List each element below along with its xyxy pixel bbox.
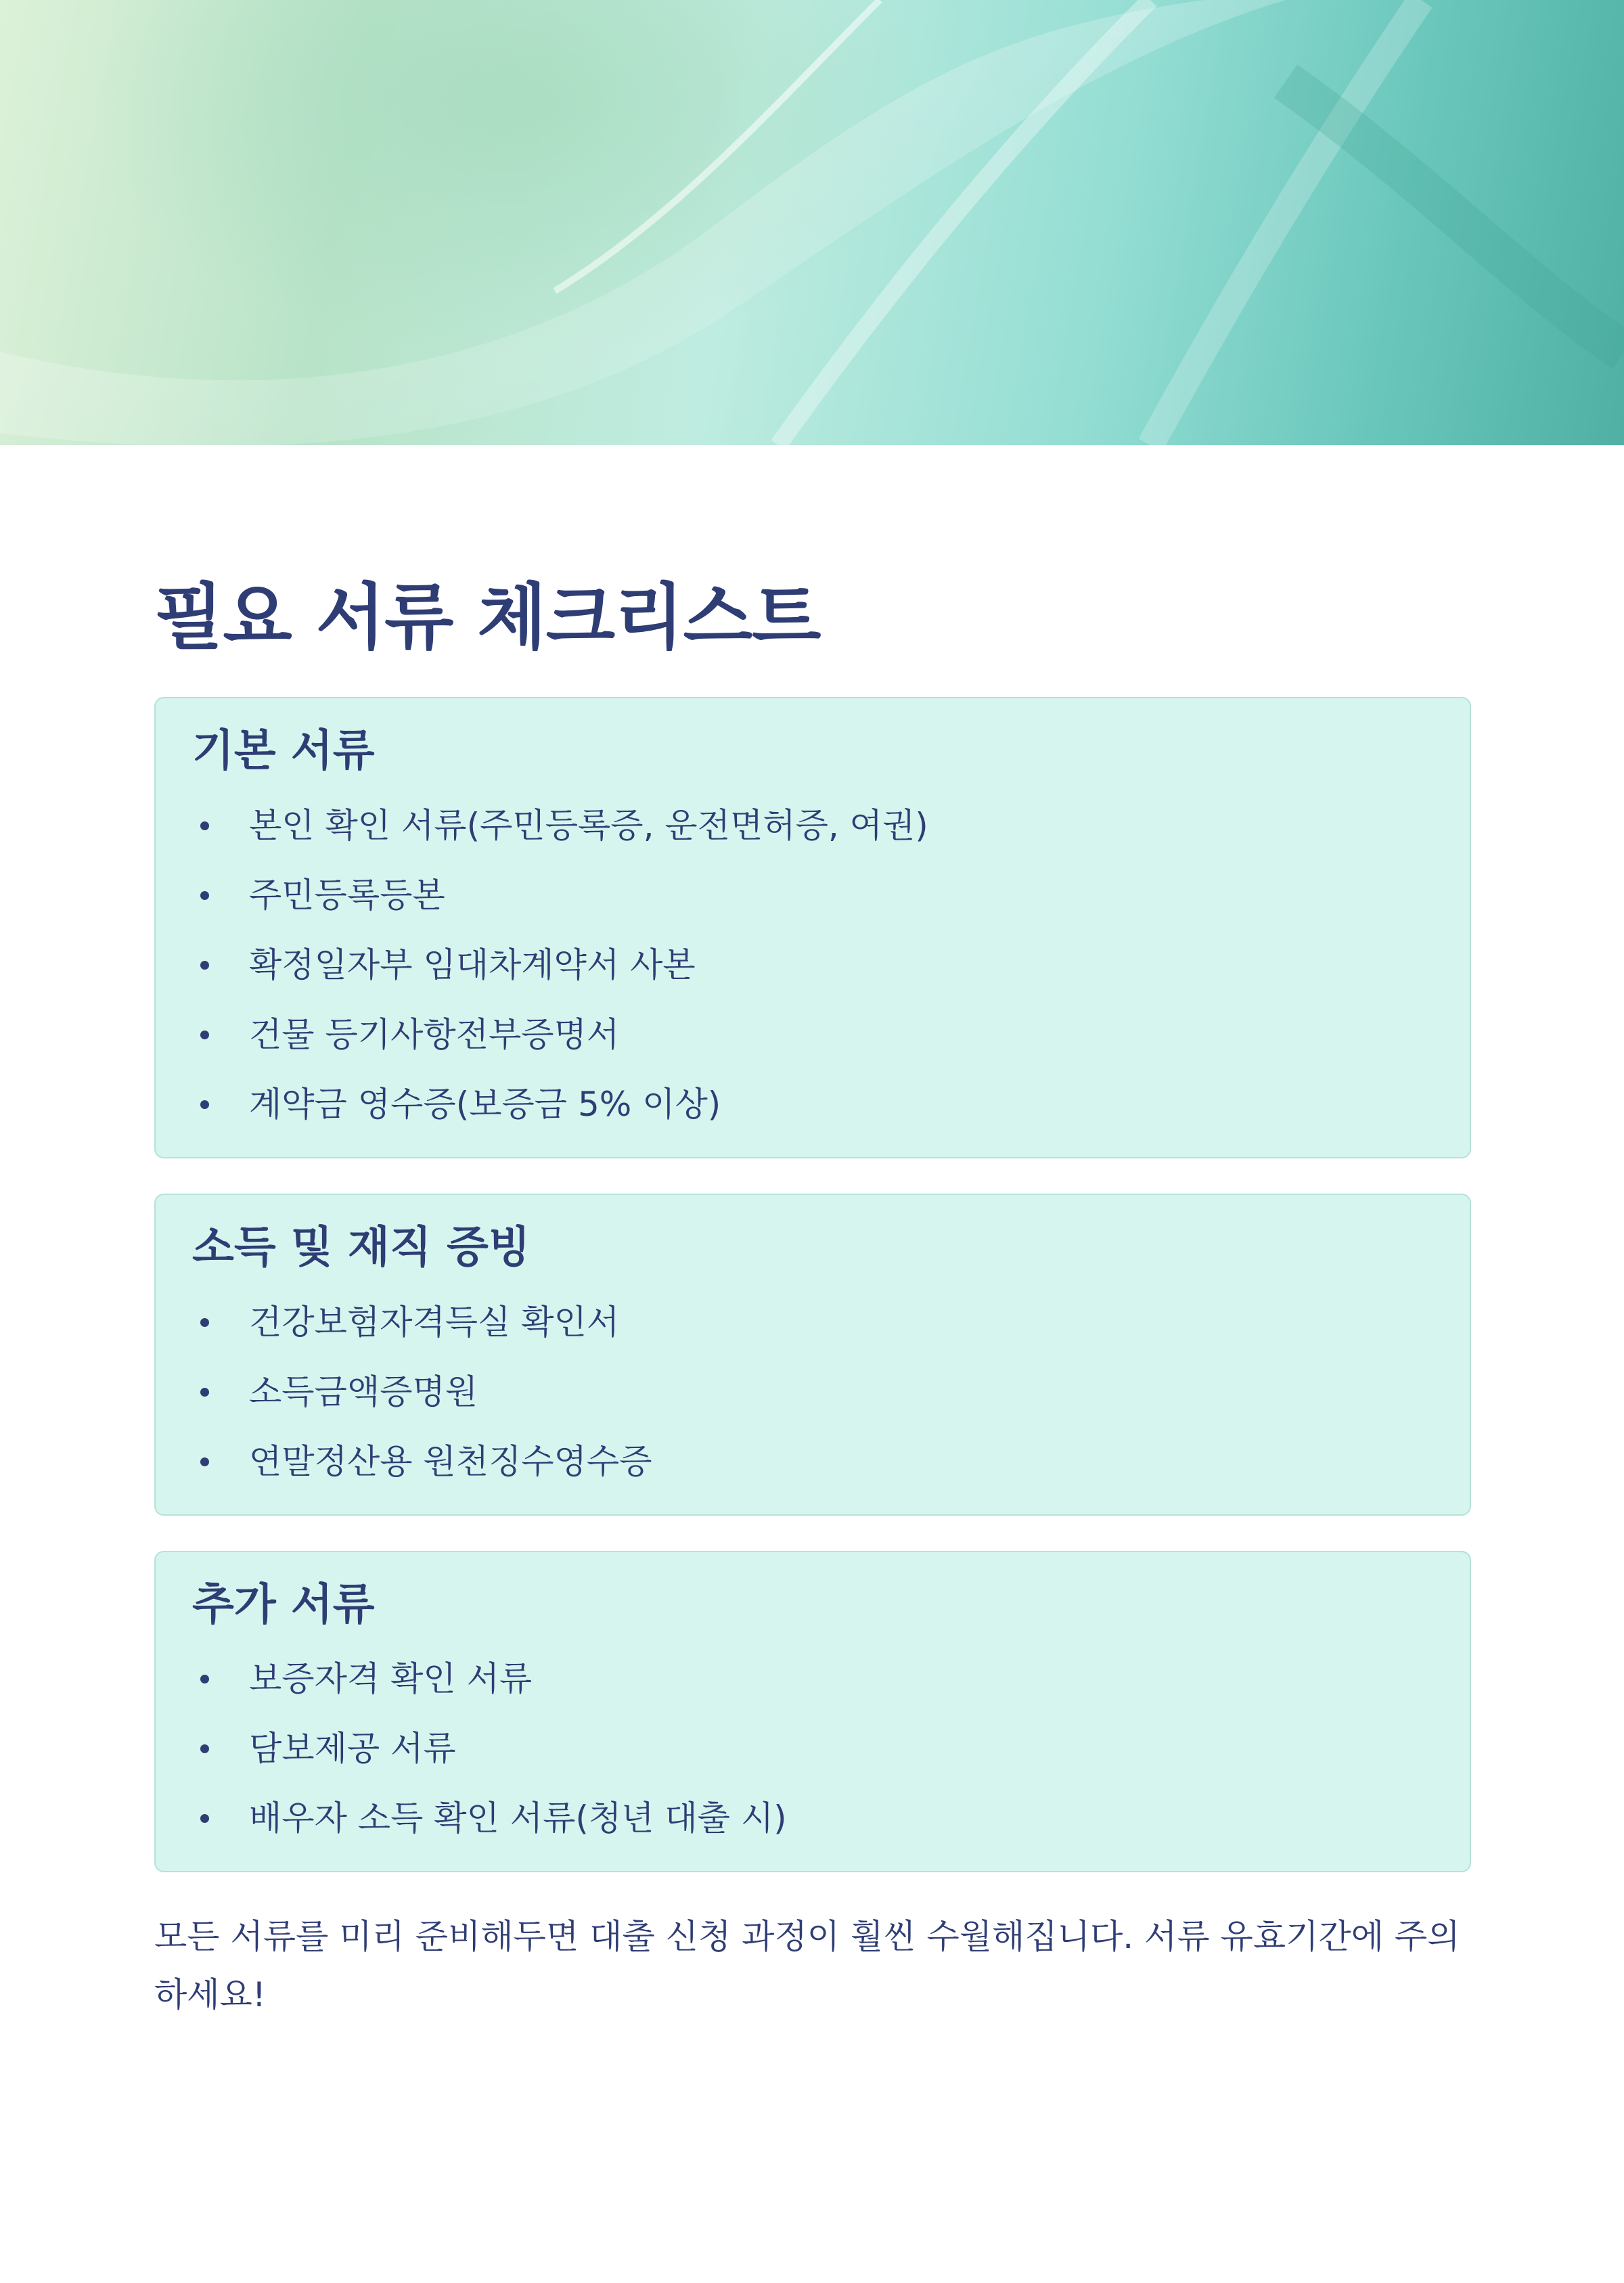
section-card-basic-documents xyxy=(154,697,1471,1158)
list-item-text: 배우자 소득 확인 서류(청년 대출 시) xyxy=(249,1799,787,1838)
list-item xyxy=(192,1288,1433,1357)
bullet-icon xyxy=(200,891,209,900)
wave-decoration xyxy=(0,0,1624,445)
list-item xyxy=(192,930,1433,1000)
section-title: 추가 서류 xyxy=(192,1579,375,1630)
list-item xyxy=(192,861,1433,930)
section-title: 기본 서류 xyxy=(192,726,375,776)
bullet-icon xyxy=(200,961,209,970)
checklist xyxy=(192,1288,1433,1497)
list-item xyxy=(192,1000,1433,1070)
header-banner-image xyxy=(0,0,1624,445)
bullet-icon xyxy=(200,1744,209,1753)
section-title: 소득 및 재직 증빙 xyxy=(192,1222,531,1273)
bullet-icon xyxy=(200,1675,209,1683)
list-item xyxy=(192,1070,1433,1139)
checklist xyxy=(192,1644,1433,1853)
checklist xyxy=(192,791,1433,1139)
list-item-text: 건강보험자격득실 확인서 xyxy=(249,1302,620,1342)
section-card-income-employment xyxy=(154,1194,1471,1516)
list-item-text: 확정일자부 임대차계약서 사본 xyxy=(249,945,696,985)
list-item-text: 건물 등기사항전부증명서 xyxy=(249,1014,620,1054)
list-item xyxy=(192,1714,1433,1784)
list-item-text: 소득금액증명원 xyxy=(249,1372,478,1411)
list-item-text: 주민등록등본 xyxy=(249,875,445,915)
bullet-icon xyxy=(200,1318,209,1327)
list-item xyxy=(192,1784,1433,1853)
list-item xyxy=(192,791,1433,861)
bullet-icon xyxy=(200,1100,209,1109)
list-item-text: 보증자격 확인 서류 xyxy=(249,1659,533,1699)
list-item-text: 계약금 영수증(보증금 5% 이상) xyxy=(249,1084,721,1124)
main-content xyxy=(154,576,1471,2024)
list-item xyxy=(192,1644,1433,1714)
list-item-text: 담보제공 서류 xyxy=(249,1729,456,1769)
list-item-text: 연말정산용 원천징수영수증 xyxy=(249,1441,652,1481)
bullet-icon xyxy=(200,1457,209,1466)
list-item xyxy=(192,1357,1433,1427)
bullet-icon xyxy=(200,1814,209,1823)
page-title: 필요 서류 체크리스트 xyxy=(154,576,821,659)
list-item xyxy=(192,1427,1433,1497)
list-item-text: 본인 확인 서류(주민등록증, 운전면허증, 여권) xyxy=(249,805,928,845)
bullet-icon xyxy=(200,821,209,830)
footer-note: 모든 서류를 미리 준비해두면 대출 신청 과정이 훨씬 수월해집니다. 서류 유효기간에 주의하세요! xyxy=(154,1917,1460,2015)
bullet-icon xyxy=(200,1031,209,1039)
bullet-icon xyxy=(200,1388,209,1397)
section-card-additional-documents xyxy=(154,1551,1471,1873)
